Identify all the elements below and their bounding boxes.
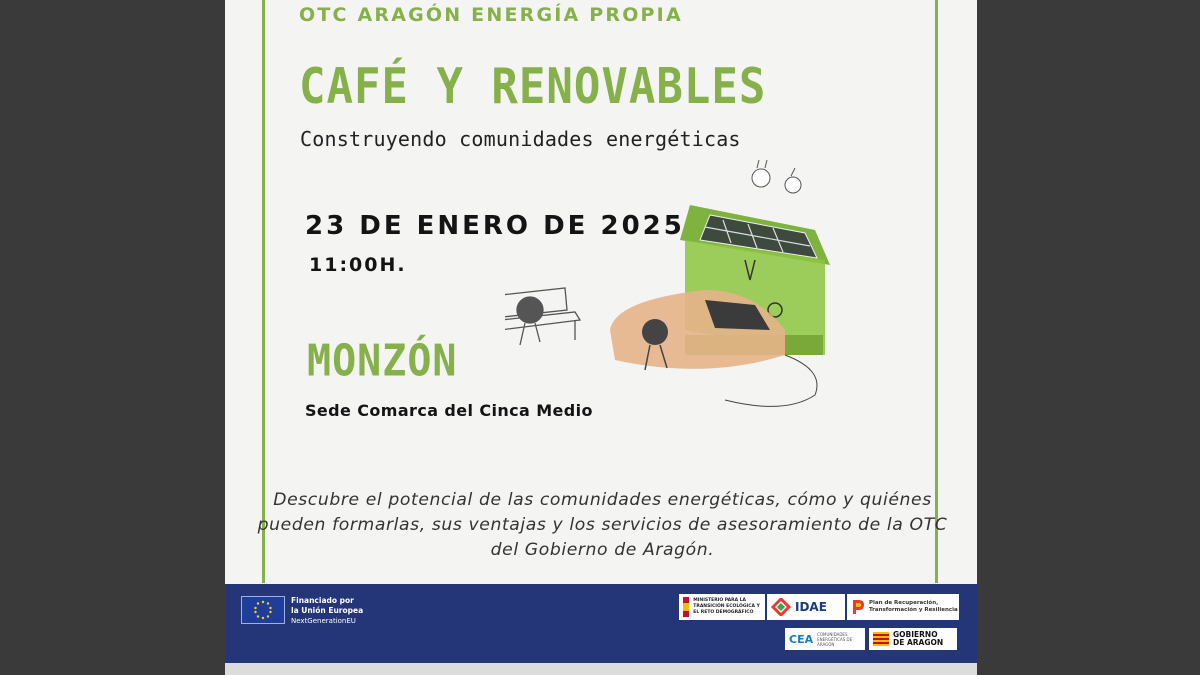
cea-logo — [785, 628, 865, 650]
eu-funding-line3: NextGenerationEU — [291, 617, 356, 625]
poster-bottom-strip — [225, 663, 977, 675]
event-city: MONZÓN — [307, 336, 458, 387]
poster-subtitle: Construyendo comunidades energéticas — [300, 127, 741, 151]
event-description: Descubre el potencial de las comunidades energéticas, cómo y quiénes pueden formarlas, sus ventajas y los servicios de asesoramiento de la OTC del Gobierno de Aragón. — [257, 490, 948, 560]
ministerio-text: MINISTERIO PARA LA TRANSICIÓN ECOLÓGICA Y EL RETO DEMOGRÁFICO — [693, 598, 760, 615]
gobierno-line2: DE ARAGON — [893, 638, 944, 647]
plan-line2: Transformación y Resiliencia — [869, 607, 958, 613]
idae-logo — [767, 594, 845, 620]
eu-flag-icon — [241, 596, 285, 624]
gobierno-aragon-logo — [869, 628, 957, 650]
eu-funding-line1: Financiado por — [291, 596, 354, 605]
event-date: 23 DE ENERO DE 2025 — [305, 211, 685, 241]
eu-funding-line2: la Unión Europea — [291, 606, 364, 615]
idae-mark-icon — [771, 598, 791, 616]
event-poster — [225, 0, 977, 663]
idae-text: IDAE — [795, 600, 827, 614]
plan-line1: Plan de Recuperación, — [869, 600, 939, 606]
ministerio-logo — [679, 594, 765, 620]
cea-text: CEA — [789, 632, 814, 646]
aragon-flag-icon — [873, 632, 889, 646]
poster-tagline: OTC ARAGÓN ENERGÍA PROPIA — [299, 4, 683, 26]
plan-recuperacion-text — [869, 600, 958, 614]
gobierno-line1: GOBIERNO — [893, 630, 938, 639]
plan-recuperacion-logo — [847, 594, 959, 620]
cea-subtext: COMUNIDADES ENERGÉTICAS DE ARAGÓN — [817, 631, 853, 647]
plan-recuperacion-icon — [851, 599, 865, 615]
renewables-illustration — [505, 160, 945, 420]
spain-shield-icon — [683, 597, 689, 617]
eu-funding-text — [291, 596, 363, 626]
bench-illustration — [505, 288, 580, 360]
event-venue: Sede Comarca del Cinca Medio — [305, 401, 593, 420]
event-time: 11:00H. — [309, 254, 407, 276]
gobierno-aragon-text — [893, 631, 943, 647]
sponsors-footer — [225, 584, 977, 663]
poster-title: CAFÉ Y RENOVABLES — [299, 58, 767, 116]
